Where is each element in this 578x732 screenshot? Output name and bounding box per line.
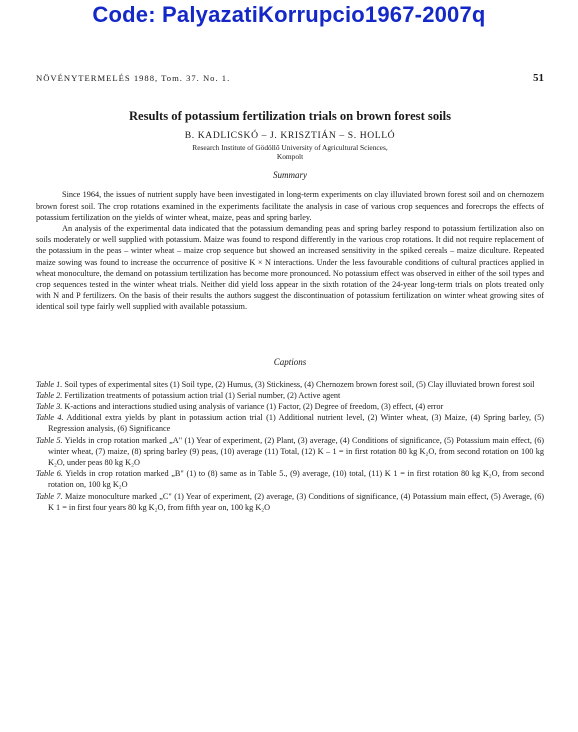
summary-heading: Summary [273, 170, 307, 181]
page-number: 51 [533, 72, 544, 84]
captions-heading: Captions [273, 356, 307, 367]
caption-label: Table 7. [36, 491, 63, 501]
caption-text: Soil types of experimental sites (1) Soil type, (2) Humus, (3) Stickiness, (4) Chernozem brown forest soil, (5) Clay illuviated brown forest soil [62, 379, 535, 389]
affiliation-line: Kompolt [276, 152, 304, 162]
caption-item [36, 390, 544, 401]
caption-text: K-actions and interactions studied using analysis of variance (1) Factor, (2) Degree of freedom, (3) effect, (4) error [62, 402, 444, 412]
summary-paragraph: An analysis of the experimental data indicated that the potassium demanding peas and spring barley respond to potassium fertilization also on soils moderately or well supplied with potassium. Maize was found to respond differently in the various crop rotations. It did not require replacement of the potassium in the peas – winter wheat – maize crop sequence but showed an increased sensitivity in the spiked cereals – maize diculture. Repeated maize sowing was found to increase the occurrence of positive K × N interactions. Under the less favourable conditions of cultural practices applied in wheat monoculture, the demand on potassium tertilization has become more pronounced. No potassium effect was observed in either of the soil types and crop sequences tested in the winter wheat trials. Neither did yield loss appear in the sixth rotation of the 24-year long-term trials on plots treated only with N and P fertilizers. On the basis of their results the authors suggest the discontinuation of potassium fertilization on winter wheat growing sites of identical soil type fairly well supplied with available potassium. [36, 224, 544, 312]
article-authors: B. KADLICSKÓ – J. KRISZTIÁN – S. HOLLÓ [184, 130, 396, 141]
caption-text: Yields in crop rotation marked „A" (1) Year of experiment, (2) Plant, (3) average, (4) Conditions of significance, (5) Potassium main effect, (6) winter wheat, (7) maize, (8) spring barley (9) peas, (10) average (11) Total, (12) K – 1 = in first rotation 80 kg K₂O, from second rotation on 100 kg K₂O, under peas 80 kg K₂O [48, 435, 544, 468]
caption-label: Table 4. [36, 413, 64, 423]
running-head [36, 72, 544, 84]
article-title: Results of potassium fertilization trials on brown forest soils [128, 109, 452, 123]
caption-label: Table 2. [36, 390, 63, 400]
article-affiliation [36, 143, 544, 161]
captions-list [36, 379, 544, 513]
caption-item [36, 379, 544, 390]
caption-label: Table 6. [36, 469, 63, 479]
caption-label: Table 5. [36, 435, 63, 445]
affiliation-line: Research Institute of Gödöllő University of Agricultural Sciences, [192, 143, 388, 152]
document-page [36, 72, 544, 513]
caption-text: Fertilization treatments of potassium action trial (1) Serial number, (2) Active agent [62, 390, 341, 400]
caption-item [36, 468, 544, 490]
caption-text: Additional extra yields by plant in potassium action trial (1) Additional nutrient level, (2) Winter wheat, (3) Maize, (4) Spring barley, (5) Regression analysis, (6) Significance [48, 413, 544, 434]
caption-text: Maize monoculture marked „C" (1) Year of experiment, (2) average, (3) Conditions of significance, (4) Potassium main effect, (5) Average, (6) K 1 = in first four years 80 kg K₂O, from fifth year on, 100 kg K₂O [48, 491, 544, 512]
caption-label: Table 3. [36, 402, 63, 412]
caption-item [36, 435, 544, 469]
summary-body [36, 189, 544, 312]
caption-label: Table 1. [36, 379, 63, 389]
caption-text: Yields in crop rotation marked „B" (1) to (8) same as in Table 5., (9) average, (10) total, (11) K 1 = in first rotation 80 kg K₂O, from second rotation on, 100 kg K₂O [48, 469, 544, 490]
caption-item [36, 491, 544, 513]
summary-paragraph: Since 1964, the issues of nutrient supply have been investigated in long-term experiments on clay illuviated brown forest soil and on chernozem brown forest soil. The crop rotations examined in the experiments facilitate the analysis in case of various crop sequences and forecrops the effects of potassium fertilization on the yields of winter wheat, maize, peas and spring barley. [36, 190, 544, 222]
caption-item [36, 401, 544, 412]
code-banner: Code: PalyazatiKorrupcio1967-2007q [92, 2, 486, 27]
journal-citation: NÖVÉNYTERMELÉS 1988, Tom. 37. No. 1. [36, 73, 231, 83]
caption-item [36, 412, 544, 434]
